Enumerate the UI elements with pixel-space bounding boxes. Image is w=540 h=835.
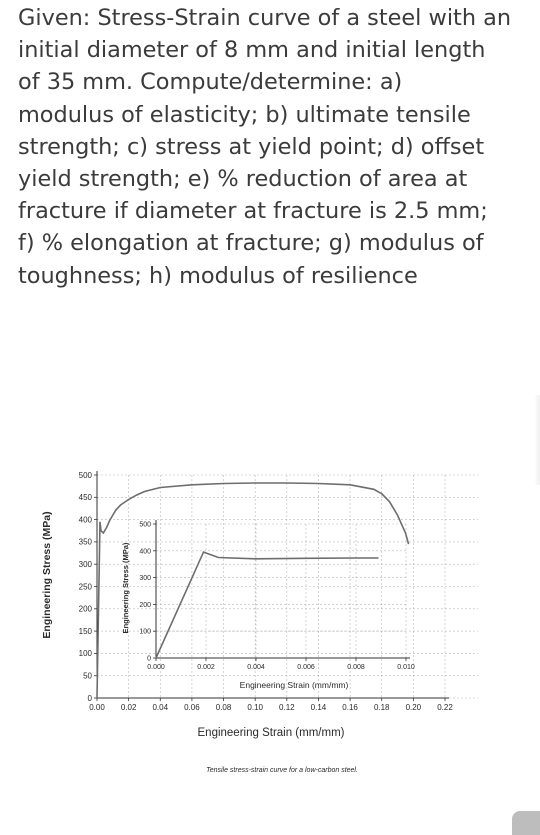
x-tick-label: 0.12 xyxy=(279,703,295,712)
y-tick-label: 150 xyxy=(78,626,92,636)
question-line: modulus of elasticity; b) ultimate tensile xyxy=(18,101,471,128)
question-text xyxy=(18,2,533,292)
y-tick-label: 400 xyxy=(78,515,92,525)
x-tick-label: 0.000 xyxy=(147,664,165,671)
question-line: Given: Stress-Strain curve of a steel with an xyxy=(18,5,512,31)
y-tick-label: 350 xyxy=(78,537,92,547)
inset-gridlines xyxy=(156,524,406,658)
y-tick-label: 500 xyxy=(139,521,151,529)
y-tick-label: 200 xyxy=(139,601,151,609)
y-tick-label: 300 xyxy=(78,560,92,569)
question-line: f) % elongation at fracture; g) modulus of xyxy=(18,230,484,257)
x-tick-label: 0.20 xyxy=(405,703,422,712)
main-x-axis-label: Engineering Strain (mm/mm) xyxy=(197,727,345,739)
x-tick-label: 0.14 xyxy=(310,703,327,712)
x-tick-label: 0.010 xyxy=(397,664,415,671)
x-tick-label: 0.16 xyxy=(342,703,358,712)
scroll-corner-tab[interactable] xyxy=(512,811,540,835)
x-tick-label: 0.08 xyxy=(215,703,232,712)
main-y-axis-label: Engineering Stress (MPa) xyxy=(41,511,53,639)
inset-x-tick-labels xyxy=(147,664,415,671)
y-tick-label: 0 xyxy=(147,655,151,663)
main-y-tick-labels xyxy=(79,471,93,703)
x-tick-label: 0.02 xyxy=(120,703,137,712)
y-tick-label: 300 xyxy=(139,575,151,583)
main-x-tick-labels xyxy=(89,703,453,712)
inset-x-axis-label: Engineering Strain (mm/mm) xyxy=(239,680,349,690)
y-tick-label: 100 xyxy=(78,649,92,659)
x-tick-label: 0.04 xyxy=(152,703,169,712)
y-tick-label: 400 xyxy=(139,548,151,556)
figure-caption: Tensile stress-strain curve for a low-carbon steel. xyxy=(206,767,358,774)
y-tick-label: 450 xyxy=(78,493,92,503)
question-line: yield strength; e) % reduction of area at xyxy=(18,166,468,193)
question-line: fracture if diameter at fracture is 2.5 mm; xyxy=(18,198,488,225)
x-tick-label: 0.008 xyxy=(347,664,365,671)
question-line: initial diameter of 8 mm and initial length xyxy=(18,37,486,64)
page-edge-shadow xyxy=(534,395,540,485)
y-tick-label: 0 xyxy=(87,693,92,703)
question-line: toughness; h) modulus of resilience xyxy=(18,262,418,289)
question-line: of 35 mm. Compute/determine: a) xyxy=(18,69,403,96)
x-tick-label: 0.004 xyxy=(247,664,265,671)
y-tick-label: 200 xyxy=(78,604,92,614)
x-tick-label: 0.00 xyxy=(89,703,105,712)
inset-axes xyxy=(153,520,410,661)
question-line: strength; c) stress at yield point; d) offset xyxy=(18,133,485,160)
x-tick-label: 0.10 xyxy=(247,703,263,712)
y-tick-label: 500 xyxy=(78,470,92,480)
inset-y-axis-label: Engineering Stress (MPa) xyxy=(121,542,130,634)
x-tick-label: 0.06 xyxy=(184,703,200,712)
x-tick-label: 0.002 xyxy=(197,664,215,671)
y-tick-label: 250 xyxy=(78,582,92,592)
x-tick-label: 0.006 xyxy=(297,664,315,671)
y-tick-label: 100 xyxy=(139,628,151,636)
stress-strain-figure xyxy=(0,440,540,790)
x-tick-label: 0.22 xyxy=(437,703,453,712)
inset-y-tick-labels xyxy=(139,521,151,662)
x-tick-label: 0.18 xyxy=(373,703,390,712)
y-tick-label: 50 xyxy=(83,671,92,681)
inset-series-line xyxy=(156,552,379,658)
